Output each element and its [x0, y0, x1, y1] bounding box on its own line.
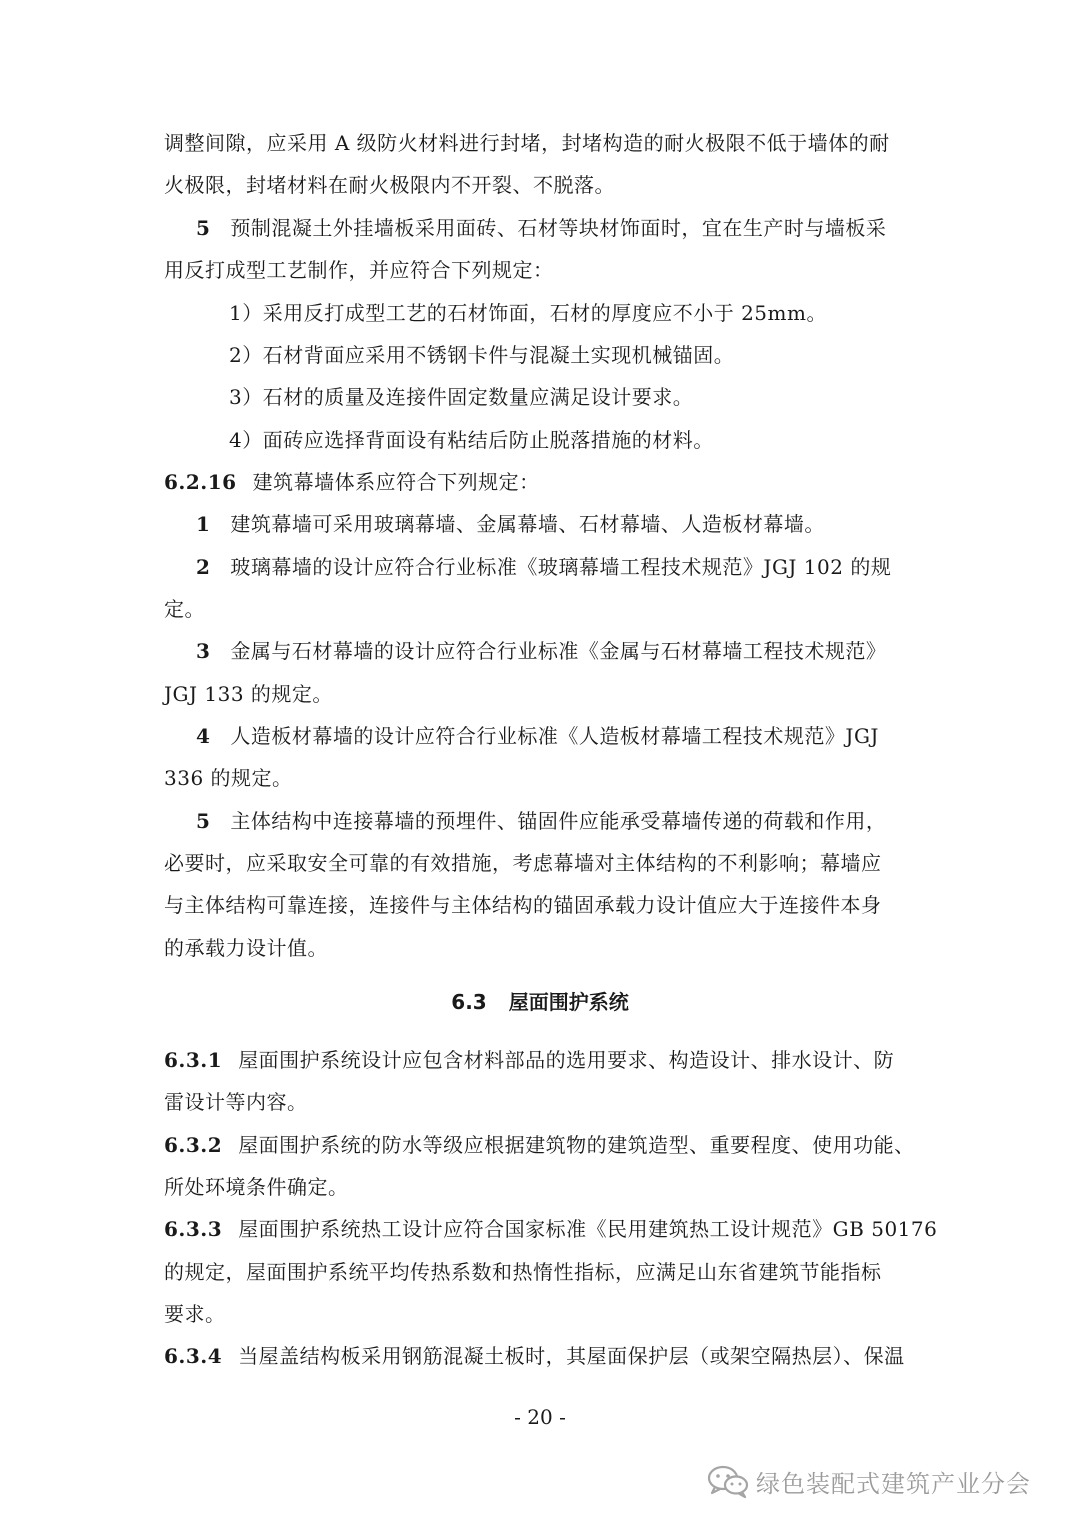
- item-number: 5: [196, 809, 211, 833]
- clause-6-3-3: [164, 1216, 938, 1242]
- clause-6-3-4: [164, 1343, 932, 1369]
- item-text: 玻璃幕墙的设计应符合行业标准《玻璃幕墙工程技术规范》JGJ 102 的规: [230, 555, 892, 579]
- clause-number: 6.3.4: [164, 1344, 223, 1368]
- clause-text: 当屋盖结构板采用钢筋混凝土板时，其屋面保护层（或架空隔热层）、保温: [238, 1344, 905, 1368]
- item-number: 5: [196, 216, 211, 240]
- sub-item: 2）石材背面应采用不锈钢卡件与混凝土实现机械锚固。: [229, 343, 735, 367]
- paragraph-line: 所处环境条件确定。: [164, 1175, 349, 1199]
- clause-text: 建筑幕墙体系应符合下列规定：: [252, 470, 540, 494]
- section-heading: [0, 989, 1080, 1015]
- item-text: 人造板材幕墙的设计应符合行业标准《人造板材幕墙工程技术规范》JGJ: [230, 724, 879, 748]
- list-item-1: [196, 511, 964, 537]
- list-item-5b: [196, 808, 964, 834]
- list-item-3: [196, 638, 964, 664]
- clause-text: 屋面围护系统热工设计应符合国家标准《民用建筑热工设计规范》GB 50176: [238, 1217, 938, 1241]
- item-number: 2: [196, 555, 211, 579]
- paragraph-line: 用反打成型工艺制作，并应符合下列规定：: [164, 258, 554, 282]
- item-text: 建筑幕墙可采用玻璃幕墙、金属幕墙、石材幕墙、人造板材幕墙。: [230, 512, 825, 536]
- section-number: 6.3: [451, 990, 487, 1014]
- item-text: 金属与石材幕墙的设计应符合行业标准《金属与石材幕墙工程技术规范》: [230, 639, 887, 663]
- paragraph-line: 调整间隙，应采用 A 级防火材料进行封堵，封堵构造的耐火极限不低于墙体的耐: [164, 131, 890, 155]
- watermark: [706, 1463, 1031, 1499]
- clause-number: 6.3.1: [164, 1048, 223, 1072]
- section-title: 屋面围护系统: [508, 990, 629, 1014]
- clause-6-2-16: [164, 469, 932, 495]
- paragraph-line: JGJ 133 的规定。: [164, 682, 333, 706]
- item-number: 3: [196, 639, 211, 663]
- clause-6-3-1: [164, 1047, 932, 1073]
- paragraph-line: 的规定，屋面围护系统平均传热系数和热惰性指标，应满足山东省建筑节能指标: [164, 1260, 882, 1284]
- list-item-2: [196, 554, 964, 580]
- sub-item: 3）石材的质量及连接件固定数量应满足设计要求。: [229, 385, 694, 409]
- item-text: 主体结构中连接幕墙的预埋件、锚固件应能承受幕墙传递的荷载和作用，: [230, 809, 887, 833]
- clause-number: 6.3.2: [164, 1133, 223, 1157]
- clause-number: 6.3.3: [164, 1217, 223, 1241]
- clause-text: 屋面围护系统的防水等级应根据建筑物的建筑造型、重要程度、使用功能、: [238, 1133, 915, 1157]
- paragraph-line: 336 的规定。: [164, 766, 293, 790]
- clause-text: 屋面围护系统设计应包含材料部品的选用要求、构造设计、排水设计、防: [238, 1048, 895, 1072]
- list-item-4: [196, 723, 964, 749]
- item-number: 4: [196, 724, 211, 748]
- clause-number: 6.2.16: [164, 470, 237, 494]
- page-number: - 20 -: [514, 1405, 566, 1429]
- item-number: 1: [196, 512, 211, 536]
- watermark-text: 绿色装配式建筑产业分会: [756, 1469, 1031, 1498]
- list-item-5: [196, 215, 964, 241]
- paragraph-line: 与主体结构可靠连接，连接件与主体结构的锚固承载力设计值应大于连接件本身: [164, 893, 882, 917]
- clause-6-3-2: [164, 1132, 932, 1158]
- sub-item: 4）面砖应选择背面设有粘结后防止脱落措施的材料。: [229, 428, 714, 452]
- wechat-icon: [706, 1463, 750, 1499]
- paragraph-line: 火极限，封堵材料在耐火极限内不开裂、不脱落。: [164, 173, 615, 197]
- item-text: 预制混凝土外挂墙板采用面砖、石材等块材饰面时，宜在生产时与墙板采: [230, 216, 887, 240]
- paragraph-line: 必要时，应采取安全可靠的有效措施，考虑幕墙对主体结构的不利影响；幕墙应: [164, 851, 882, 875]
- paragraph-line: 要求。: [164, 1302, 226, 1326]
- paragraph-line: 的承载力设计值。: [164, 936, 328, 960]
- sub-item: 1）采用反打成型工艺的石材饰面，石材的厚度应不小于 25mm。: [229, 301, 827, 325]
- paragraph-line: 定。: [164, 597, 205, 621]
- paragraph-line: 雷设计等内容。: [164, 1090, 308, 1114]
